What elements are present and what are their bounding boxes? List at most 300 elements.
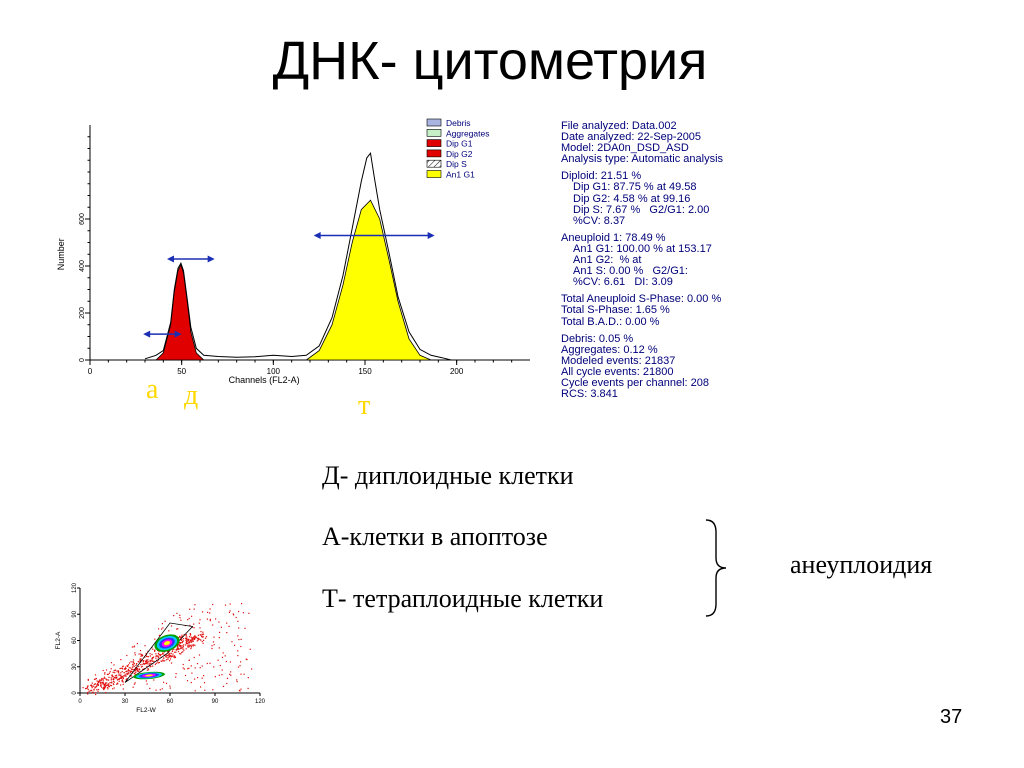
scatter-point xyxy=(95,692,96,693)
scatter-point xyxy=(241,639,242,640)
scatter-point xyxy=(103,680,104,681)
scatter-point xyxy=(120,672,121,673)
x-tick-label: 0 xyxy=(87,367,93,376)
scatter-point xyxy=(154,651,155,652)
scatter-point xyxy=(162,654,163,655)
scatter-point xyxy=(240,661,241,662)
scatter-point xyxy=(193,641,194,642)
scatter-point xyxy=(139,668,140,669)
scatter-point xyxy=(119,675,120,676)
scatter-point xyxy=(198,639,199,640)
scatter-point xyxy=(182,651,183,652)
scatter-point xyxy=(176,613,177,614)
scatter-point xyxy=(225,655,226,656)
scatter-point xyxy=(207,612,208,613)
scatter-point xyxy=(203,643,204,644)
scatter-point xyxy=(229,626,230,627)
note-apoptosis: А-клетки в апоптозе xyxy=(322,522,548,551)
report-line: Analysis type: Automatic analysis xyxy=(561,153,724,166)
x-tick-label: 100 xyxy=(266,367,281,376)
scatter-point xyxy=(167,659,168,660)
scatter-point xyxy=(169,656,170,657)
scatter-point xyxy=(158,628,159,629)
scatter-point xyxy=(189,645,190,646)
scatter-point xyxy=(110,671,111,672)
scatter-point xyxy=(135,672,136,673)
scatter-point xyxy=(194,609,195,610)
slide-title: ДНК- цитометрия xyxy=(272,31,708,91)
scatter-point xyxy=(243,612,244,613)
scatter-point xyxy=(114,687,115,688)
scatter-point xyxy=(150,661,151,662)
report-line: %CV: 8.37 xyxy=(573,214,626,227)
scatter-point xyxy=(150,666,151,667)
scatter-point xyxy=(189,641,190,642)
scatter-point xyxy=(95,683,96,684)
scatter-point xyxy=(103,688,104,689)
scatter-point xyxy=(135,665,136,666)
scatter-point xyxy=(113,664,114,665)
scatter-point xyxy=(213,666,214,667)
scatter-point xyxy=(195,667,196,668)
scatter-point xyxy=(138,666,139,667)
scatter-point xyxy=(190,648,191,649)
scatter-point xyxy=(126,673,127,674)
report-line: Aneuploid 1: 78.49 % xyxy=(561,231,666,244)
scatter-point xyxy=(210,620,211,621)
scatter-point xyxy=(211,648,212,649)
scatter-point xyxy=(111,668,112,669)
scatter-point xyxy=(109,673,110,674)
y-tick-label: 600 xyxy=(79,213,86,225)
scatter-point xyxy=(174,652,175,653)
scatter-point xyxy=(130,671,131,672)
scatter-point xyxy=(124,668,125,669)
scatter-point xyxy=(191,638,192,639)
scatter-point xyxy=(133,669,134,670)
scatter-point xyxy=(189,609,190,610)
arrow-left-icon xyxy=(143,331,150,338)
scatter-point xyxy=(98,681,99,682)
scatter-point xyxy=(173,649,174,650)
scatter-point xyxy=(202,641,203,642)
scatter-point xyxy=(101,678,102,679)
scatter-point xyxy=(219,637,220,638)
scatter-point xyxy=(238,667,239,668)
scatter-point xyxy=(199,627,200,628)
scatter-point xyxy=(181,652,182,653)
scatter-point xyxy=(239,665,240,666)
scatter-point xyxy=(183,650,184,651)
scatter-point xyxy=(159,662,160,663)
scatter-point xyxy=(166,655,167,656)
x-tick-label: 150 xyxy=(358,367,372,376)
scatter-point xyxy=(230,610,231,611)
scatter-point xyxy=(183,667,184,668)
report-line: Dip G1: 87.75 % at 49.58 xyxy=(573,181,697,194)
scatter-point xyxy=(194,645,195,646)
scatter-point xyxy=(147,683,148,684)
scatter-point xyxy=(123,684,124,685)
scatter-point xyxy=(172,655,173,656)
scatter-point xyxy=(107,674,108,675)
scatter-point xyxy=(106,682,107,683)
scatter-point xyxy=(101,687,102,688)
scatter-point xyxy=(218,660,219,661)
scatter-point xyxy=(108,680,109,681)
scatter-point xyxy=(83,687,84,688)
scatter-point xyxy=(98,689,99,690)
scatter-plot-area xyxy=(55,582,266,714)
scatter-point xyxy=(108,677,109,678)
scatter-point xyxy=(148,661,149,662)
report-line: Dip S: 7.67 % G2/G1: 2.00 xyxy=(573,203,710,216)
scatter-point xyxy=(97,683,98,684)
report-line: Cycle events per channel: 208 xyxy=(561,376,709,389)
scatter-point xyxy=(120,659,121,660)
scatter-y-tick-label: 0 xyxy=(72,691,78,695)
report-line: Dip G2: 4.58 % at 99.16 xyxy=(573,192,691,205)
scatter-point xyxy=(140,650,141,651)
scatter-point xyxy=(187,641,188,642)
scatter-point xyxy=(104,684,105,685)
scatter-point xyxy=(185,675,186,676)
scatter-point xyxy=(248,613,249,614)
scatter-y-tick-label: 30 xyxy=(72,663,78,671)
report-line: %CV: 6.61 DI: 3.09 xyxy=(573,276,673,289)
scatter-point xyxy=(133,661,134,662)
scatter-point xyxy=(133,687,134,688)
chart-legend xyxy=(427,118,489,180)
scatter-point xyxy=(219,647,220,648)
scatter-point xyxy=(151,654,152,655)
scatter-point xyxy=(150,653,151,654)
scatter-point xyxy=(230,661,231,662)
scatter-point xyxy=(190,640,191,641)
scatter-point xyxy=(230,675,231,676)
scatter-point xyxy=(144,663,145,664)
scatter-point xyxy=(163,682,164,683)
y-axis-label: Number xyxy=(56,238,66,271)
scatter-point xyxy=(130,672,131,673)
scatter-point xyxy=(207,663,208,664)
scatter-point xyxy=(141,666,142,667)
scatter-point xyxy=(135,682,136,683)
scatter-point xyxy=(114,682,115,683)
scatter-point xyxy=(160,689,161,690)
scatter-point xyxy=(103,670,104,671)
scatter-point xyxy=(171,663,172,664)
scatter-point xyxy=(181,645,182,646)
scatter-point xyxy=(113,683,114,684)
scatter-point xyxy=(182,647,183,648)
scatter-point xyxy=(195,690,196,691)
scatter-point xyxy=(148,668,149,669)
scatter-point xyxy=(124,674,125,675)
scatter-point xyxy=(233,613,234,614)
scatter-point xyxy=(223,652,224,653)
scatter-point xyxy=(127,674,128,675)
scatter-point xyxy=(87,687,88,688)
scatter-point xyxy=(176,673,177,674)
scatter-point xyxy=(169,654,170,655)
scatter-point xyxy=(95,674,96,675)
scatter-point xyxy=(136,663,137,664)
scatter-point xyxy=(108,683,109,684)
scatter-point xyxy=(129,667,130,668)
scatter-point xyxy=(122,668,123,669)
scatter-point xyxy=(148,669,149,670)
scatter-point xyxy=(180,620,181,621)
scatter-point xyxy=(163,660,164,661)
scatter-point xyxy=(239,690,240,691)
scatter-point xyxy=(128,664,129,665)
scatter-point xyxy=(128,670,129,671)
scatter-point xyxy=(170,658,171,659)
scatter-point xyxy=(175,657,176,658)
arrow-left-icon xyxy=(167,255,174,262)
scatter-point xyxy=(114,672,115,673)
scatter-point xyxy=(230,604,231,605)
scatter-point xyxy=(188,647,189,648)
scatter-point xyxy=(135,654,136,655)
scatter-point xyxy=(251,668,252,669)
page-number: 37 xyxy=(940,706,963,728)
scatter-point xyxy=(171,625,172,626)
scatter-point xyxy=(215,618,216,619)
scatter-point xyxy=(219,675,220,676)
scatter-point xyxy=(151,658,152,659)
scatter-point xyxy=(211,645,212,646)
scatter-point xyxy=(172,654,173,655)
x-axis-label: Channels (FL2-A) xyxy=(228,375,300,385)
scatter-point xyxy=(97,680,98,681)
scatter-point xyxy=(111,682,112,683)
scatter-point xyxy=(113,679,114,680)
scatter-point xyxy=(231,641,232,642)
x-tick-label: 200 xyxy=(449,367,464,376)
scatter-point xyxy=(180,653,181,654)
scatter-point xyxy=(238,639,239,640)
scatter-point xyxy=(179,615,180,616)
scatter-point xyxy=(127,665,128,666)
scatter-point xyxy=(189,636,190,637)
scatter-point xyxy=(179,646,180,647)
scatter-x-tick-label: 60 xyxy=(166,699,174,705)
scatter-point xyxy=(209,663,210,664)
scatter-point xyxy=(244,674,245,675)
y-tick-label: 400 xyxy=(79,260,86,272)
scatter-point xyxy=(182,649,183,650)
scatter-point xyxy=(202,632,203,633)
report-line: Model: 2DA0n_DSD_ASD xyxy=(561,142,689,155)
scatter-y-label: FL2-A xyxy=(55,631,62,650)
scatter-point xyxy=(113,672,114,673)
scatter-point xyxy=(212,689,213,690)
scatter-point xyxy=(111,679,112,680)
scatter-point xyxy=(191,665,192,666)
scatter-point xyxy=(226,661,227,662)
scatter-point xyxy=(186,648,187,649)
scatter-point xyxy=(200,634,201,635)
scatter-point xyxy=(152,649,153,650)
scatter-point xyxy=(193,644,194,645)
peak-label-t: т xyxy=(358,390,371,421)
scatter-point xyxy=(105,692,106,693)
scatter-point xyxy=(107,688,108,689)
scatter-point xyxy=(178,651,179,652)
scatter-point xyxy=(219,632,220,633)
scatter-point xyxy=(214,644,215,645)
scatter-point xyxy=(237,681,238,682)
legend-swatch xyxy=(427,150,441,157)
scatter-point xyxy=(120,684,121,685)
scatter-point xyxy=(150,655,151,656)
scatter-point xyxy=(183,644,184,645)
scatter-point xyxy=(129,662,130,663)
aneuploidy-label: анеуплоидия xyxy=(790,550,933,579)
scatter-point xyxy=(116,678,117,679)
scatter-point xyxy=(195,637,196,638)
scatter-point xyxy=(181,648,182,649)
scatter-point xyxy=(199,654,200,655)
scatter-point xyxy=(134,663,135,664)
scatter-point xyxy=(95,678,96,679)
scatter-point xyxy=(90,690,91,691)
scatter-point xyxy=(117,671,118,672)
scatter-point xyxy=(139,653,140,654)
scatter-point xyxy=(237,650,238,651)
scatter-point xyxy=(101,684,102,685)
scatter-point xyxy=(222,657,223,658)
scatter-point xyxy=(133,665,134,666)
scatter-point xyxy=(146,663,147,664)
scatter-point xyxy=(188,668,189,669)
scatter-point xyxy=(91,690,92,691)
scatter-point xyxy=(202,611,203,612)
legend-label: An1 G1 xyxy=(446,169,475,180)
scatter-point xyxy=(206,636,207,637)
scatter-point xyxy=(138,661,139,662)
scatter-point xyxy=(177,649,178,650)
scatter-point xyxy=(203,634,204,635)
legend-swatch xyxy=(427,140,441,147)
scatter-point xyxy=(194,639,195,640)
note-tetraploid: Т- тетраплоидные клетки xyxy=(322,584,604,613)
scatter-point xyxy=(151,660,152,661)
scatter-point xyxy=(159,654,160,655)
scatter-point xyxy=(134,646,135,647)
scatter-point xyxy=(198,635,199,636)
scatter-x-label: FL2-W xyxy=(136,707,156,714)
scatter-point xyxy=(204,682,205,683)
scatter-point xyxy=(190,633,191,634)
scatter-point xyxy=(194,679,195,680)
scatter-point xyxy=(88,691,89,692)
scatter-y-tick-label: 60 xyxy=(72,637,78,644)
scatter-point xyxy=(188,642,189,643)
scatter-point xyxy=(162,627,163,628)
scatter-point xyxy=(186,637,187,638)
scatter-point xyxy=(91,685,92,686)
scatter-point xyxy=(204,690,205,691)
scatter-point xyxy=(158,656,159,657)
scatter-point xyxy=(180,642,181,643)
scatter-point xyxy=(153,661,154,662)
scatter-point xyxy=(94,679,95,680)
scatter-point xyxy=(248,677,249,678)
legend-label: Dip G1 xyxy=(446,138,473,149)
scatter-point xyxy=(92,692,93,693)
scatter-point xyxy=(189,646,190,647)
scatter-point xyxy=(241,603,242,604)
scatter-point xyxy=(153,657,154,658)
scatter-point xyxy=(183,640,184,641)
report-line: Total S-Phase: 1.65 % xyxy=(561,304,670,317)
scatter-point xyxy=(147,670,148,671)
legend-label: Dip G2 xyxy=(446,148,473,159)
report-line: An1 G1: 100.00 % at 153.17 xyxy=(573,242,712,255)
scatter-point xyxy=(137,643,138,644)
scatter-point xyxy=(181,635,182,636)
scatter-point xyxy=(200,639,201,640)
scatter-point xyxy=(154,650,155,651)
scatter-point xyxy=(191,616,192,617)
scatter-point xyxy=(199,623,200,624)
scatter-point xyxy=(121,678,122,679)
scatter-point xyxy=(93,686,94,687)
scatter-point xyxy=(203,640,204,641)
scatter-point xyxy=(198,638,199,639)
scatter-point xyxy=(124,672,125,673)
scatter-point xyxy=(212,624,213,625)
scatter-point xyxy=(119,674,120,675)
scatter-point xyxy=(226,683,227,684)
scatter-point xyxy=(190,645,191,646)
scatter-point xyxy=(104,677,105,678)
scatter-point xyxy=(118,671,119,672)
scatter-point xyxy=(229,674,230,675)
scatter-point xyxy=(176,629,177,630)
scatter-point xyxy=(186,635,187,636)
scatter-point xyxy=(175,677,176,678)
scatter-point xyxy=(137,671,138,672)
scatter-point xyxy=(169,686,170,687)
scatter-point xyxy=(140,664,141,665)
report-line: Diploid: 21.51 % xyxy=(561,170,642,183)
scatter-point xyxy=(170,655,171,656)
scatter-point xyxy=(195,636,196,637)
scatter-point xyxy=(209,612,210,613)
scatter-point xyxy=(202,665,203,666)
scatter-point xyxy=(190,635,191,636)
scatter-point xyxy=(173,615,174,616)
scatter-point xyxy=(111,662,112,663)
scatter-point xyxy=(191,641,192,642)
report-line: Aggregates: 0.12 % xyxy=(561,343,658,356)
scatter-point xyxy=(246,659,247,660)
scatter-point xyxy=(167,657,168,658)
scatter-point xyxy=(236,679,237,680)
scatter-point xyxy=(215,676,216,677)
scatter-point xyxy=(138,671,139,672)
scatter-point xyxy=(132,667,133,668)
scatter-point xyxy=(187,645,188,646)
scatter-point xyxy=(161,661,162,662)
scatter-point xyxy=(116,684,117,685)
note-diploid: Д- диплоидные клетки xyxy=(322,461,574,490)
scatter-point xyxy=(201,636,202,637)
